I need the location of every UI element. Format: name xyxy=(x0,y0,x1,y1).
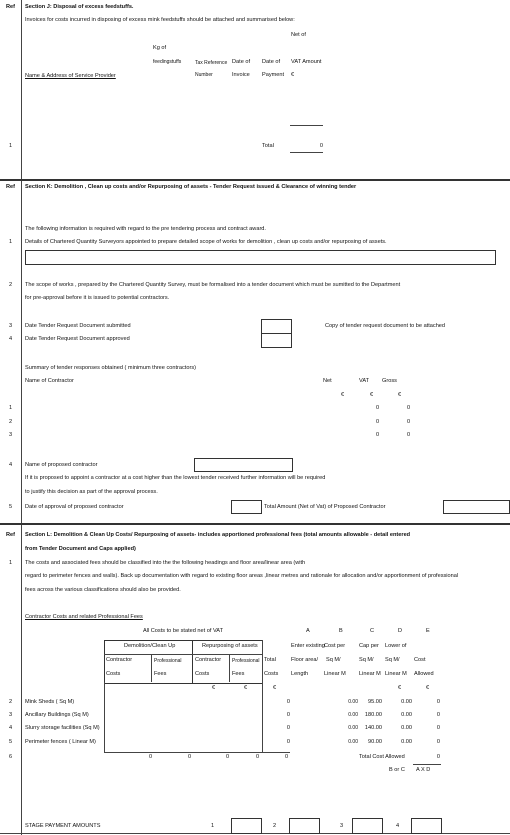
l-row-3-cost-per: 0.00 xyxy=(348,712,358,718)
stage-1-field[interactable] xyxy=(231,818,262,834)
k-item4-text: Date Tender Request Document approved xyxy=(25,336,130,342)
col-a-2: Floor area/ xyxy=(291,657,319,663)
total-cost-allowed-label: Total Cost Allowed xyxy=(359,754,405,760)
k-item3-note: Copy of tender request document to be attached xyxy=(325,323,446,329)
j-total-value[interactable]: 0 xyxy=(319,143,323,149)
col-net: Net xyxy=(323,378,332,384)
total-costs-a: Total xyxy=(264,657,276,663)
costs-1: Costs xyxy=(106,671,121,677)
header-vat-amount: VAT Amount xyxy=(291,59,322,65)
l-row-5-label: Perimeter fences ( Linear M) xyxy=(25,739,96,745)
tender-row-3-num: 3 xyxy=(9,432,13,438)
approval-date-field[interactable] xyxy=(231,500,262,514)
section-k-intro: The following information is required with regard to the pre tendering process and contract award. xyxy=(25,226,266,232)
l-row-5-cost-per: 0.00 xyxy=(348,739,358,745)
euro-vat: € xyxy=(370,392,374,398)
l-item1-num: 1 xyxy=(9,560,13,566)
col-b-3: Linear M xyxy=(324,671,346,677)
header-name-address: Name & Address of Service Provider xyxy=(25,73,116,79)
l-row-6-val-3: 0 xyxy=(226,754,230,760)
tender-row-1-vat: 0 xyxy=(376,405,380,411)
l-row-6-num: 6 xyxy=(9,754,13,760)
ref-label-k: Ref xyxy=(6,184,16,190)
b-or-c: B or C xyxy=(389,767,405,773)
repurposing: Repurposing of assets xyxy=(202,643,258,649)
ref-column-divider xyxy=(21,0,22,835)
l-row-3-lower: 0.00 xyxy=(401,712,412,718)
stage-3-field[interactable] xyxy=(352,818,383,834)
header-date-of-1: Date of xyxy=(232,59,251,65)
repurposing-split xyxy=(229,654,230,682)
l-row-5-cap: 90.00 xyxy=(368,739,382,745)
tender-row-3-gross: 0 xyxy=(407,432,411,438)
professional-1: Professional xyxy=(154,658,182,664)
k-item1-num: 1 xyxy=(9,239,13,245)
fees-2: Fees xyxy=(232,671,245,677)
col-a-3: Length xyxy=(291,671,309,677)
l-row-2-label: Mink Sheds ( Sq M) xyxy=(25,699,75,705)
stage-num-4: 4 xyxy=(396,823,400,829)
col-c-letter: C xyxy=(370,628,375,634)
col-d-1: Lower of xyxy=(385,643,407,649)
k-item5-text: Date of approval of proposed contractor xyxy=(25,504,124,510)
axd: A X D xyxy=(416,767,431,773)
col-b-letter: B xyxy=(339,628,343,634)
table-total-border xyxy=(262,640,263,752)
section-divider-jk xyxy=(0,179,510,181)
j-total-rule xyxy=(290,152,323,153)
col-d-3: Linear M xyxy=(385,671,407,677)
prop-num: 4 xyxy=(9,462,13,468)
l-row-4-total: 0 xyxy=(286,725,290,731)
stage-label: STAGE PAYMENT AMOUNTS xyxy=(25,823,101,829)
date-submitted-field[interactable] xyxy=(261,319,292,334)
k-item5-num: 5 xyxy=(9,504,13,510)
euro-3: € xyxy=(273,685,277,691)
l-row-3-total: 0 xyxy=(286,712,290,718)
qs-details-field[interactable] xyxy=(25,250,496,265)
k-item2-text-a: The scope of works , prepared by the Chartered Quantity Survey, must be formalised into a tender document which must be sumitted to the Department xyxy=(25,282,401,288)
header-kg-of: Kg of xyxy=(153,45,167,51)
l-row-4-num: 4 xyxy=(9,725,13,731)
k-item4-num: 4 xyxy=(9,336,13,342)
proposed-contractor-field[interactable] xyxy=(194,458,293,472)
stage-2-field[interactable] xyxy=(289,818,320,834)
l-row-3-allowed: 0 xyxy=(436,712,440,718)
total-amount-label: Total Amount (Net of Vat) of Proposed Contractor xyxy=(264,504,386,510)
stage-num-2: 2 xyxy=(273,823,277,829)
section-j-title: Section J: Disposal of excess feedstuffs. xyxy=(25,4,134,10)
euro-5: € xyxy=(426,685,430,691)
j-total-label: Total xyxy=(262,143,274,149)
costs-2: Costs xyxy=(195,671,210,677)
ref-label-j: Ref xyxy=(6,4,16,10)
contractor-1: Contractor xyxy=(106,657,133,663)
l-row-6-val-2: 0 xyxy=(188,754,192,760)
tender-row-1-num: 1 xyxy=(9,405,13,411)
k-item1-text: Details of Chartered Quantity Surveyors appointed to prepare detailed scope of works for demolition , clean up costs and/or repurposing of assets. xyxy=(25,239,387,245)
l-row-4-lower: 0.00 xyxy=(401,725,412,731)
l-row-3-label: Ancillary Buildings (Sq M) xyxy=(25,712,89,718)
k-item2-text-b: for pre-approval before it is issued to potential contractors. xyxy=(25,295,170,301)
l-row-3-num: 3 xyxy=(9,712,13,718)
l-row-5-allowed: 0 xyxy=(436,739,440,745)
l-row-4-cap: 140.00 xyxy=(364,725,382,731)
j-row-num: 1 xyxy=(9,143,13,149)
l-row-4-allowed: 0 xyxy=(436,725,440,731)
col-b-1: Cost per xyxy=(324,643,346,649)
k-item3-num: 3 xyxy=(9,323,13,329)
header-number: Number xyxy=(195,72,213,78)
total-allowed-rule xyxy=(413,764,441,765)
name-of-contractor: Name of Contractor xyxy=(25,378,74,384)
prop-note-a: If it is proposed to appoint a contractor at a cost higher than the lowest tender received further information will be required xyxy=(25,475,326,481)
header-invoice: Invoice xyxy=(232,72,250,78)
l-row-5-num: 5 xyxy=(9,739,13,745)
prop-label: Name of proposed contractor xyxy=(25,462,98,468)
prop-note-b: to justify this decision as part of the approval process. xyxy=(25,489,158,495)
header-date-of-2: Date of xyxy=(262,59,281,65)
l-row-6-val-4: 0 xyxy=(256,754,260,760)
total-costs-b: Costs xyxy=(264,671,279,677)
k-item2-num: 2 xyxy=(9,282,13,288)
contractor-costs-title: Contractor Costs and related Professional Fees xyxy=(25,614,143,620)
ref-label-l: Ref xyxy=(6,532,16,538)
fees-1: Fees xyxy=(154,671,167,677)
group-header-rule xyxy=(104,654,262,655)
euro-net: € xyxy=(341,392,345,398)
l-row-2-cost-per: 0.00 xyxy=(348,699,358,705)
section-l-title-a: Section L: Demolition & Clean Up Costs/ Repurposing of assets- includes apportioned professional fees (total amounts allowable - detail entered xyxy=(25,532,411,538)
header-feedingstuffs: feedingstuffs xyxy=(153,59,182,65)
contractor-2: Contractor xyxy=(195,657,222,663)
col-c-3: Linear M xyxy=(359,671,381,677)
j-amount-rule xyxy=(290,125,323,126)
l-row-2-cap: 95.00 xyxy=(368,699,382,705)
col-e-1: Cost xyxy=(414,657,426,663)
l-text-c: fees across the various classifications should also be provided. xyxy=(25,587,181,593)
l-row-2-num: 2 xyxy=(9,699,13,705)
l-row-3-cap: 180.00 xyxy=(364,712,382,718)
euro-gross: € xyxy=(398,392,402,398)
summary-title: Summary of tender responses obtained ( minimum three contractors) xyxy=(25,365,196,371)
l-row-6-val-1: 0 xyxy=(149,754,153,760)
header-euro: € xyxy=(291,72,295,78)
l-row-5-total: 0 xyxy=(286,739,290,745)
total-amount-field[interactable] xyxy=(443,500,510,514)
k-item3-text: Date Tender Request Document submitted xyxy=(25,323,131,329)
l-row-4-cost-per: 0.00 xyxy=(348,725,358,731)
col-a-1: Enter existing xyxy=(291,643,325,649)
demolition-split xyxy=(151,654,152,682)
l-row-6-val-5: 0 xyxy=(285,754,289,760)
col-e-letter: E xyxy=(426,628,430,634)
euro-2: € xyxy=(244,685,248,691)
total-cost-allowed-value: 0 xyxy=(436,754,440,760)
col-vat: VAT xyxy=(359,378,370,384)
table-left-border xyxy=(104,682,105,752)
col-gross: Gross xyxy=(382,378,397,384)
l-row-2-lower: 0.00 xyxy=(401,699,412,705)
professional-2: Professional xyxy=(232,658,260,664)
tender-row-2-gross: 0 xyxy=(407,419,411,425)
all-costs-net: All Costs to be stated net of VAT xyxy=(143,628,224,634)
col-a-letter: A xyxy=(306,628,310,634)
tender-row-1-gross: 0 xyxy=(407,405,411,411)
tender-row-2-num: 2 xyxy=(9,419,13,425)
euro-1: € xyxy=(212,685,216,691)
demolition-clean-up: Demolition/Clean Up xyxy=(124,643,176,649)
l-row-2-allowed: 0 xyxy=(436,699,440,705)
col-e-2: Allowed xyxy=(414,671,434,677)
section-k-title: Section K: Demolition , Clean up costs and/or Repurposing of assets - Tender Request issued & Clearance of winning tender xyxy=(25,184,357,190)
l-row-5-lower: 0.00 xyxy=(401,739,412,745)
tender-row-3-vat: 0 xyxy=(376,432,380,438)
l-text-a: The costs and associated fees should be classified into the the following headings and floor area/linear area (with xyxy=(25,560,306,566)
stage-4-field[interactable] xyxy=(411,818,442,834)
date-approved-field[interactable] xyxy=(261,333,292,348)
col-b-2: Sq M/ xyxy=(326,657,341,663)
col-c-1: Cap per xyxy=(359,643,379,649)
l-text-b: regard to perimeter fences and walls). Back up documentation with regard to existing floor areas ,linear metres and rationale for allocation and/or apportionment of professional xyxy=(25,573,459,579)
section-divider-kl xyxy=(0,523,510,525)
row6-rule xyxy=(104,752,290,753)
euro-4: € xyxy=(398,685,402,691)
section-j-intro: Invoices for costs incurred in disposing of excess mink feedstuffs should be attached and summarised below: xyxy=(25,17,295,23)
header-payment: Payment xyxy=(262,72,285,78)
header-net-of: Net of xyxy=(291,32,306,38)
l-row-2-total: 0 xyxy=(286,699,290,705)
col-c-2: Sq M/ xyxy=(359,657,374,663)
section-l-title-b: from Tender Document and Caps applied) xyxy=(25,546,136,552)
header-tax-ref: Tax Reference xyxy=(195,60,228,66)
col-d-letter: D xyxy=(398,628,403,634)
stage-num-3: 3 xyxy=(340,823,344,829)
l-row-4-label: Slurry storage facilities (Sq M) xyxy=(25,725,100,731)
col-d-2: Sq M/ xyxy=(385,657,400,663)
stage-num-1: 1 xyxy=(211,823,215,829)
tender-row-2-vat: 0 xyxy=(376,419,380,425)
